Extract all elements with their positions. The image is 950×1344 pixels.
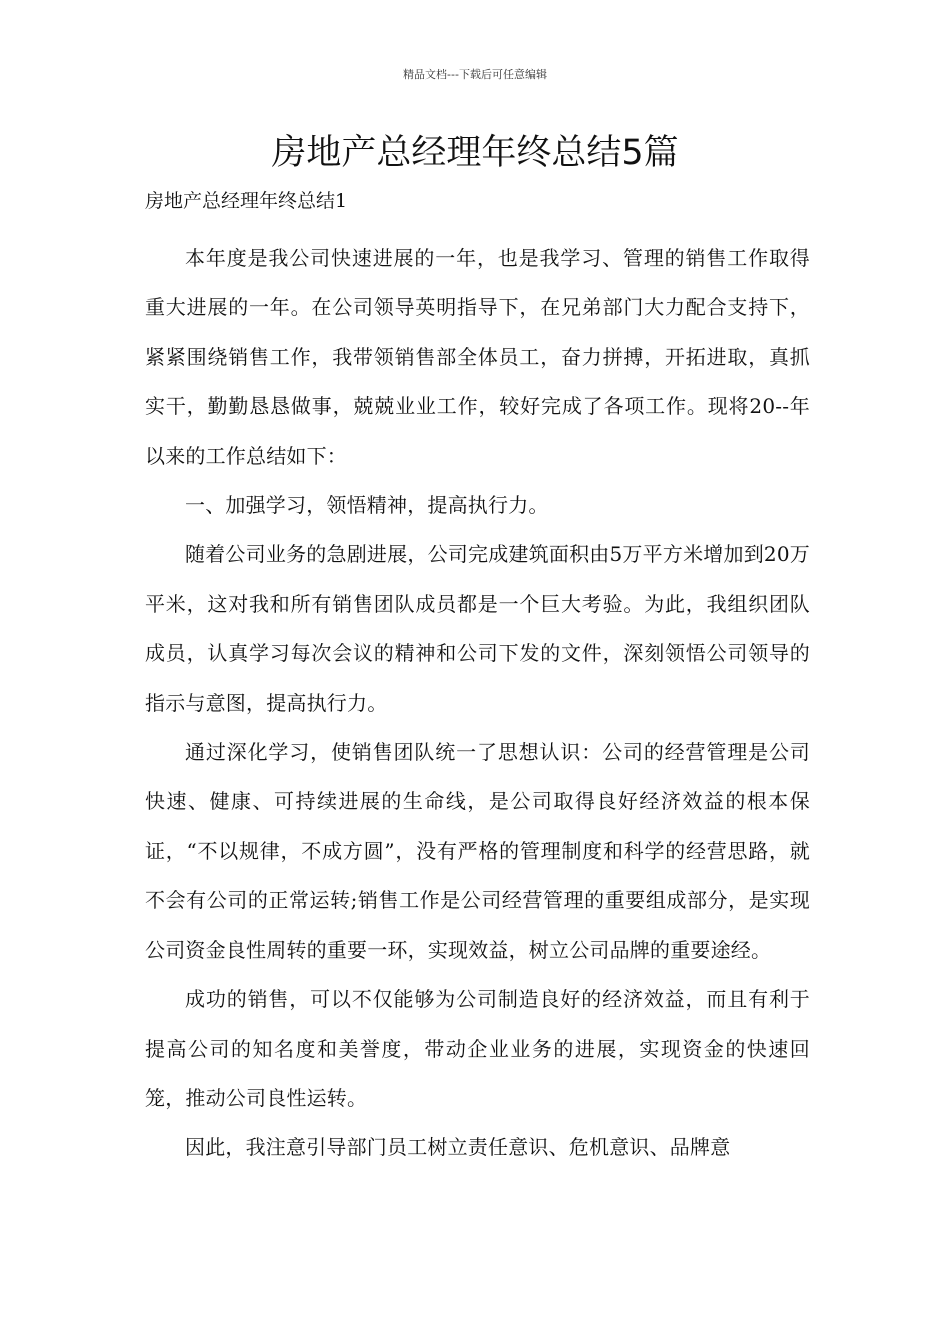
paragraph: 本年度是我公司快速进展的一年，也是我学习、管理的销售工作取得重大进展的一年。在公司领导英明指导下，在兄弟部门大力配合支持下，紧紧围绕销售工作，我带领销售部全体员工，奋力拼搏，开拓进取，真抓实干，勤勤恳恳做事，兢兢业业工作，较好完成了各项工作。现将20--年以来的工作总结如下： [145,246,810,468]
paragraph: 随着公司业务的急剧进展，公司完成建筑面积由5万平方米增加到20万平米，这对我和所有销售团队成员都是一个巨大考验。为此，我组织团队成员，认真学习每次会议的精神和公司下发的文件，深刻领悟公司领导的指示与意图，提高执行力。 [145,542,810,715]
section-subtitle: 房地产总经理年终总结1 [145,190,348,212]
body-text [145,234,810,1173]
paragraph: 通过深化学习，使销售团队统一了思想认识：公司的经营管理是公司快速、健康、可持续进展的生命线，是公司取得良好经济效益的根本保证，“不以规律，不成方圆”，没有严格的管理制度和科学的经营思路，就不会有公司的正常运转;销售工作是公司经营管理的重要组成部分，是实现公司资金良性周转的重要一环，实现效益，树立公司品牌的重要途经。 [145,740,810,962]
paragraph: 成功的销售，可以不仅能够为公司制造良好的经济效益，而且有利于提高公司的知名度和美誉度，带动企业业务的进展，实现资金的快速回笼，推动公司良性运转。 [145,987,810,1110]
paragraph: 一、加强学习，领悟精神，提高执行力。 [185,493,549,518]
document-title: 房地产总经理年终总结5篇 [271,133,679,173]
paragraph: 因此，我注意引导部门员工树立责任意识、危机意识、品牌意 [185,1135,731,1160]
header-note: 精品文档---下载后可任意编辑 [403,68,547,81]
